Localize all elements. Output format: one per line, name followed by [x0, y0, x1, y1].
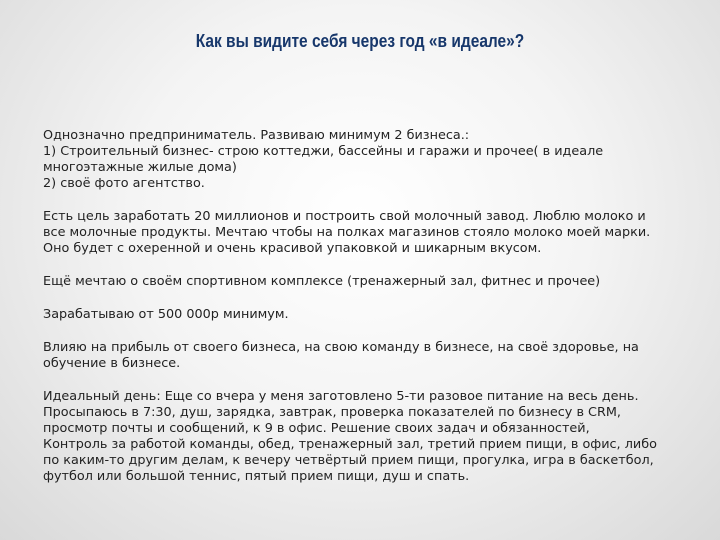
text-line: Контроль за работой команды, обед, тренажерный зал, третий прием пищи, в офис, либо: [43, 437, 657, 452]
text-line: Оно будет с охеренной и очень красивой упаковкой и шикарным вкусом.: [43, 241, 542, 256]
paragraph-income: [43, 307, 693, 323]
text-line: многоэтажные жилые дома): [43, 160, 237, 175]
text-line: по каким-то другим делам, к вечеру четвёртый прием пищи, прогулка, игра в баскетбол,: [43, 453, 654, 468]
text-line: Есть цель заработать 20 миллионов и построить свой молочный завод. Люблю молоко и: [43, 209, 646, 224]
text-line: Ещё мечтаю о своём спортивном комплексе (тренажерный зал, фитнес и прочее): [43, 274, 601, 289]
paragraph-milk-factory: [43, 209, 693, 257]
paragraph-ideal-day: [43, 389, 693, 485]
text-line: все молочные продукты. Мечтаю чтобы на полках магазинов стояло молоко моей марки.: [43, 225, 651, 240]
text-line: Зарабатываю от 500 000р минимум.: [43, 307, 289, 322]
text-line: 1) Строительный бизнес- строю коттеджи, бассейны и гаражи и прочее( в идеале: [43, 144, 604, 159]
paragraph-sport-complex: [43, 274, 693, 290]
text-line: 2) своё фото агентство.: [43, 176, 205, 191]
slide-body: [43, 128, 693, 502]
text-line: Влияю на прибыль от своего бизнеса, на свою команду в бизнесе, на своё здоровье, на: [43, 340, 639, 355]
text-line: Просыпаюсь в 7:30, душ, зарядка, завтрак, проверка показателей по бизнесу в CRM,: [43, 405, 621, 420]
text-line: футбол или большой теннис, пятый прием пищи, душ и спать.: [43, 469, 470, 484]
text-line: просмотр почты и сообщений, к 9 в офис. Решение своих задач и обязанностей,: [43, 421, 590, 436]
slide-title: Как вы видите себя через год «в идеале»?: [195, 31, 525, 51]
text-line: обучение в бизнесе.: [43, 356, 181, 371]
paragraph-businesses: [43, 128, 693, 192]
paragraph-influence: [43, 340, 693, 372]
text-line: Идеальный день: Еще со вчера у меня заготовлено 5-ти разовое питание на весь день.: [43, 389, 639, 404]
text-line: Однозначно предприниматель. Развиваю минимум 2 бизнеса.:: [43, 128, 470, 143]
